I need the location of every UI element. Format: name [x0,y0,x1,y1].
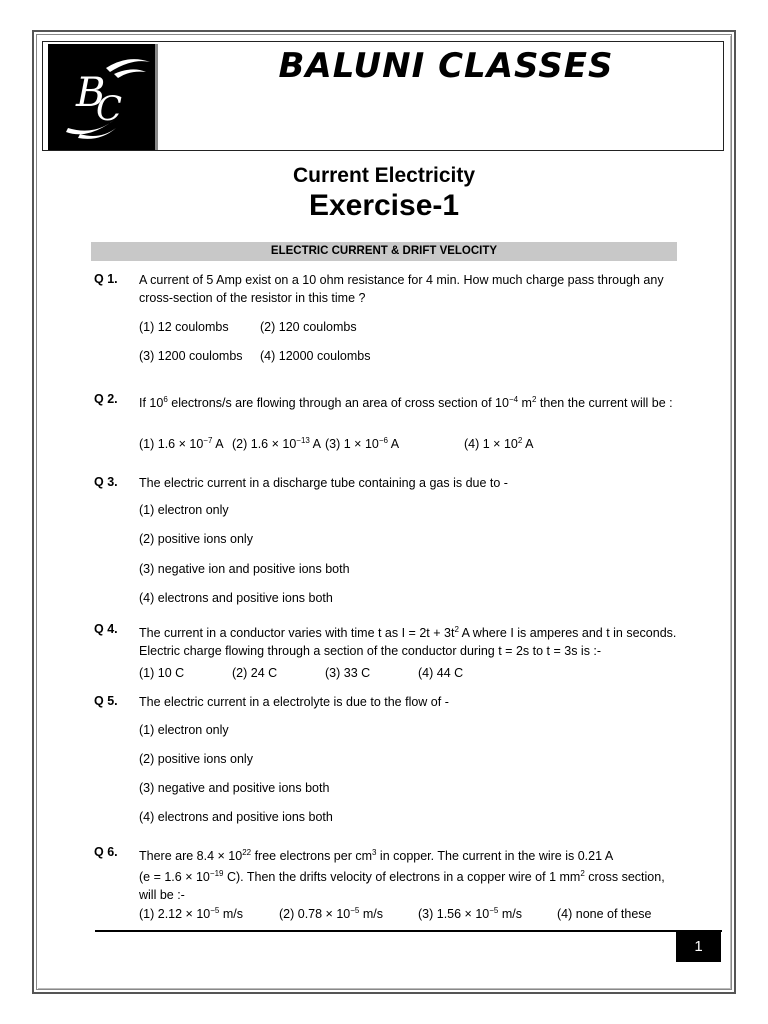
option-4: (4) 44 C [418,666,464,680]
section-heading: ELECTRIC CURRENT & DRIFT VELOCITY [91,242,677,261]
question-number: Q 3. [94,475,118,489]
brand-title: BALUNI CLASSES [278,46,614,86]
question-number: Q 1. [94,272,118,286]
option-3: (3) 33 C [325,666,371,680]
option-3: (3) 1200 coulombs [139,349,243,363]
question-number: Q 6. [94,845,118,859]
option-3: (3) negative and positive ions both [139,781,330,795]
question-text: A current of 5 Amp exist on a 10 ohm resistance for 4 min. How much charge pass through any cross-section of the resistor in this time ? [139,273,664,305]
question-text: The current in a conductor varies with time t as $I = 2t + 3t^2$ A where I is amperes and t in seconds. Electric charge flowing through a section of the conductor during t = 2s to t = 3s is :- [139,625,677,659]
option-2: (2) positive ions only [139,532,253,546]
option-3: (3) $1 \times 10^{-6}$ A [325,436,400,452]
option-1: (1) electron only [139,723,229,737]
bc-monogram-icon [48,44,158,150]
option-4: (4) electrons and positive ions both [139,810,333,824]
option-3: (3) negative ion and positive ions both [139,562,350,576]
svg-text:B: B [76,70,106,116]
subject-title: Current Electricity [292,164,476,187]
option-4: (4) 12000 coulombs [260,349,371,363]
question-text: If $10^6$ electrons/s are flowing through an area of cross section of $10^{-4}$ $m^2$ then the current will be : [139,395,673,411]
option-2: (2) positive ions only [139,752,253,766]
option-1: (1) 12 coulombs [139,320,229,334]
question-number: Q 2. [94,392,118,406]
question-number: Q 5. [94,694,118,708]
footer-divider [95,930,722,932]
question-text: There are $8.4 \times 10^{22}$ free electrons per $cm^3$ in copper. The current in the wire is 0.21 A ($e = 1.6 \times 10^{-19}$ C). Then the drifts velocity of electrons in a copper wire of 1 $mm^2$ cross section, will be :- [139,848,665,903]
option-2: (2) 120 coulombs [260,320,357,334]
option-4: (4) electrons and positive ions both [139,591,333,605]
question-text: The electric current in a discharge tube containing a gas is due to - [139,476,508,490]
option-4: (4) none of these [557,907,652,922]
option-4: (4) $1 \times 10^2$ A [464,436,534,452]
option-2: (2) $0.78 \times 10^{-5}$ m/s [279,906,383,922]
option-2: (2) 24 C [232,666,278,680]
option-1: (1) $1.6 \times 10^{-7}$ A [139,436,224,452]
option-3: (3) $1.56 \times 10^{-5}$ m/s [418,906,522,922]
option-1: (1) $2.12 \times 10^{-5}$ m/s [139,906,243,922]
exercise-title: Exercise-1 [308,189,460,222]
option-1: (1) electron only [139,503,229,517]
question-text: The electric current in a electrolyte is due to the flow of - [139,695,449,709]
option-2: (2) $1.6 \times 10^{-13}$ A [232,436,321,452]
option-1: (1) 10 C [139,666,185,680]
page-number: 1 [676,932,721,962]
svg-text:C: C [96,89,123,129]
question-number: Q 4. [94,622,118,636]
